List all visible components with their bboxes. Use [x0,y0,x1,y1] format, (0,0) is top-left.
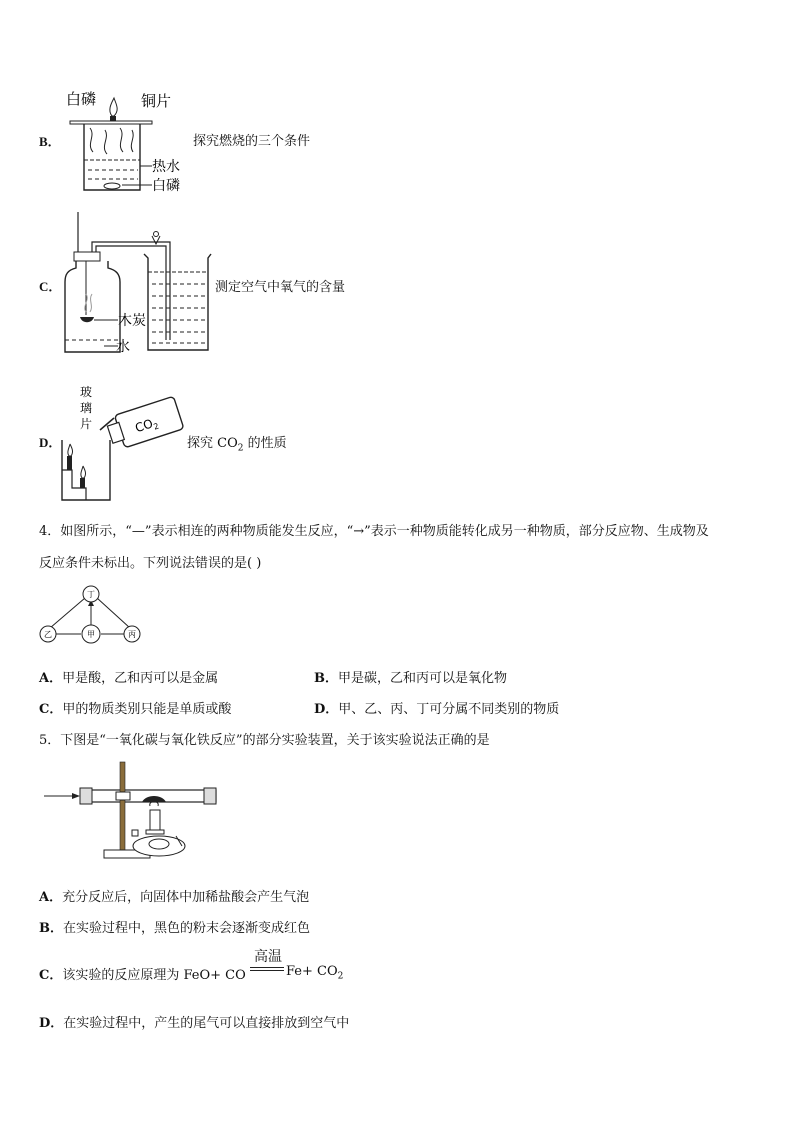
hot-water-label: 热水 [152,159,180,175]
reaction-equal-sign-bottom [250,970,284,971]
co2-bottle-label-sub: 2 [152,421,161,432]
white-phosphorus-label-top: 白磷 [66,90,97,108]
co2-property-apparatus-figure [58,384,190,502]
glass-plate-label-3: 片 [80,417,93,431]
option-c-letter: C． [39,279,62,294]
white-phosphorus-label-bottom: 白磷 [152,178,180,194]
copper-plate-label: 铜片 [141,92,172,110]
q4-option-c[interactable]: C．甲的物质类别只能是单质或酸 [39,702,232,717]
reaction-equal-sign-top [250,967,284,968]
q4-stem-line2: 反应条件未标出。下列说法错误的是( ) [39,556,262,571]
water-label: 水 [116,339,130,355]
node-yi: 乙 [44,630,52,639]
q4-stem-line1: 4．如图所示，“—”表示相连的两种物质能发生反应，“→”表示一种物质能转化成另一种物质，部分反应物、生成物及 [39,524,709,539]
q4-option-d[interactable]: D．甲、乙、丙、丁可分属不同类别的物质 [314,702,560,717]
charcoal-label: 木炭 [118,313,146,329]
substance-relation-diagram [34,584,148,646]
oxygen-content-apparatus-figure [60,212,216,358]
option-c-description: 测定空气中氧气的含量 [215,280,346,295]
q5-stem: 5．下图是“一氧化碳与氧化铁反应”的部分实验装置，关于该实验说法正确的是 [39,733,490,748]
q5-option-a[interactable]: A．充分反应后，向固体中加稀盐酸会产生气泡 [39,890,310,905]
node-jia: 甲 [87,630,95,639]
reaction-condition-label: 高温 [254,949,282,965]
co-iron-oxide-apparatus-figure [44,760,220,864]
q4-option-a[interactable]: A．甲是酸，乙和丙可以是金属 [39,671,219,686]
option-d-letter: D． [39,435,62,450]
q5-option-d[interactable]: D．在实验过程中，产生的尾气可以直接排放到空气中 [39,1016,350,1031]
option-d-description: 探究 $CO_2$ 的性质 [187,436,287,454]
q4-option-b[interactable]: B．甲是碳，乙和丙可以是氧化物 [314,671,508,686]
q5-option-c[interactable]: C．该实验的反应原理为 FeO+ CO [39,968,246,983]
option-b-description: 探究燃烧的三个条件 [193,134,311,149]
glass-plate-label-2: 璃 [80,401,93,415]
option-b-letter: B． [39,134,61,149]
reaction-product: $Fe+ CO_2$ [286,964,344,982]
co2-bottle-label: CO [133,416,155,436]
combustion-apparatus-figure [60,86,200,198]
glass-plate-label-1: 玻 [80,385,93,399]
q5-option-b[interactable]: B．在实验过程中，黑色的粉末会逐渐变成红色 [39,921,311,936]
node-ding: 丁 [87,590,95,599]
node-bing: 丙 [128,630,136,639]
